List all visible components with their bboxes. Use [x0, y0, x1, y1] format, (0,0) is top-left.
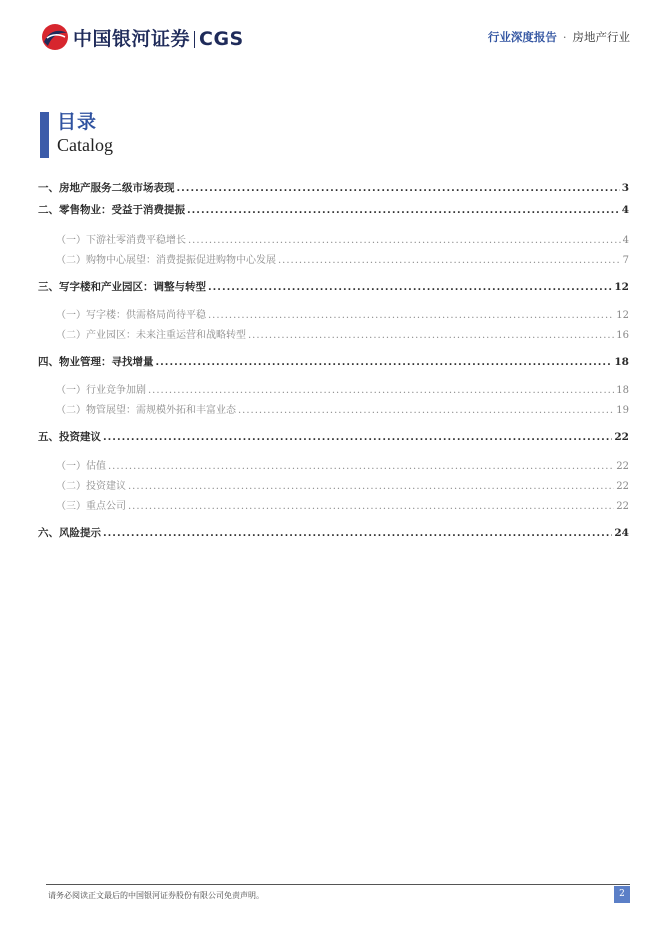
toc-entry[interactable] — [38, 497, 629, 512]
toc-dot-leader — [248, 330, 614, 341]
toc-entry-title: 物业管理：寻找增量 — [59, 356, 154, 368]
logo-suffix: CGS — [199, 27, 244, 50]
galaxy-logo-icon — [40, 22, 70, 52]
toc-entry-number: 五、 — [38, 431, 59, 443]
toc-entry-page: 22 — [616, 481, 629, 492]
toc-entry-title: 物管展望：需规模外拓和丰富业态 — [86, 405, 236, 416]
toc-entry-page: 7 — [622, 255, 629, 266]
page-subtitle: Catalog — [57, 135, 113, 155]
toc-entry-title: 投资建议 — [59, 431, 101, 443]
toc-entry-title: 投资建议 — [86, 481, 126, 492]
toc-dot-leader — [108, 461, 614, 472]
toc-entry-number: （二） — [56, 481, 86, 492]
page-number: 2 — [614, 886, 630, 903]
toc-entry-number: （一） — [56, 385, 86, 396]
toc-entry[interactable] — [38, 279, 629, 294]
toc-entry-page: 12 — [614, 281, 629, 293]
toc-dot-leader — [128, 501, 614, 512]
toc-entry-page: 16 — [616, 330, 629, 341]
toc-entry-page: 4 — [622, 235, 629, 246]
toc-entry[interactable] — [38, 306, 629, 321]
toc-entry-title: 写字楼和产业园区：调整与转型 — [59, 281, 206, 293]
toc-entry[interactable] — [38, 180, 629, 195]
toc-dot-leader — [187, 204, 620, 216]
title-accent-bar — [40, 112, 49, 158]
toc-entry[interactable] — [38, 381, 629, 396]
toc-entry-number: （二） — [56, 405, 86, 416]
toc-entry-number: （二） — [56, 330, 86, 341]
footer-divider — [46, 884, 630, 885]
logo-text: 中国银河证券 — [73, 27, 191, 50]
toc-dot-leader — [103, 431, 612, 443]
toc-entry-page: 22 — [614, 431, 629, 443]
toc-entry-page: 18 — [616, 385, 629, 396]
toc-entry-number: （一） — [56, 235, 86, 246]
toc-dot-leader — [208, 281, 612, 293]
toc-dot-leader — [238, 405, 614, 416]
toc-entry-title: 购物中心展望：消费提振促进购物中心发展 — [86, 255, 276, 266]
toc-entry-page: 4 — [621, 204, 629, 216]
toc-entry[interactable] — [38, 457, 629, 472]
toc-entry-title: 房地产服务二级市场表现 — [59, 182, 175, 194]
toc-entry-number: 一、 — [38, 182, 59, 194]
toc-entry[interactable] — [38, 202, 629, 217]
toc-entry-title: 行业竞争加剧 — [86, 385, 146, 396]
report-type: 行业深度报告 — [487, 30, 557, 44]
toc-entry-number: 六、 — [38, 527, 59, 539]
toc-entry-title: 估值 — [86, 461, 106, 472]
toc-entry-page: 12 — [616, 310, 629, 321]
report-header — [488, 29, 630, 45]
toc-entry-title: 重点公司 — [86, 501, 126, 512]
toc-entry[interactable] — [38, 429, 629, 444]
toc-entry-page: 18 — [614, 356, 629, 368]
toc-entry-number: （二） — [56, 255, 86, 266]
toc-entry-number: （一） — [56, 310, 86, 321]
toc-entry-title: 风险提示 — [59, 527, 101, 539]
toc-dot-leader — [278, 255, 621, 266]
toc-dot-leader — [148, 385, 614, 396]
toc-entry-title: 零售物业：受益于消费提振 — [59, 204, 185, 216]
toc-dot-leader — [188, 235, 621, 246]
toc-entry[interactable] — [38, 401, 629, 416]
toc-entry-number: 四、 — [38, 356, 59, 368]
toc-entry-title: 产业园区：未来注重运营和战略转型 — [86, 330, 246, 341]
toc-entry-page: 22 — [616, 461, 629, 472]
toc-entry-number: 三、 — [38, 281, 59, 293]
toc-entry-number: （一） — [56, 461, 86, 472]
toc-entry[interactable] — [38, 354, 629, 369]
toc-entry-page: 19 — [616, 405, 629, 416]
toc-entry[interactable] — [38, 525, 629, 540]
toc-entry-title: 写字楼：供需格局尚待平稳 — [86, 310, 206, 321]
logo-divider — [194, 31, 195, 48]
page-title: 目录 — [57, 111, 98, 133]
toc-entry-number: （三） — [56, 501, 86, 512]
toc-entry-page: 3 — [621, 182, 629, 194]
toc-entry-number: 二、 — [38, 204, 59, 216]
toc-dot-leader — [177, 182, 620, 194]
footer-disclaimer: 请务必阅读正文最后的中国银河证券股份有限公司免责声明。 — [48, 891, 264, 900]
toc-dot-leader — [208, 310, 614, 321]
toc-entry[interactable] — [38, 477, 629, 492]
toc-entry-title: 下游社零消费平稳增长 — [86, 235, 186, 246]
toc-entry[interactable] — [38, 326, 629, 341]
toc-entry[interactable] — [38, 231, 629, 246]
toc-dot-leader — [103, 527, 612, 539]
toc-dot-leader — [128, 481, 614, 492]
toc-entry[interactable] — [38, 251, 629, 266]
toc-entry-page: 22 — [616, 501, 629, 512]
toc-dot-leader — [156, 356, 613, 368]
company-logo — [40, 22, 244, 52]
toc-entry-page: 24 — [614, 527, 629, 539]
report-sector: 房地产行业 — [572, 30, 630, 44]
header-separator: · — [562, 30, 567, 44]
